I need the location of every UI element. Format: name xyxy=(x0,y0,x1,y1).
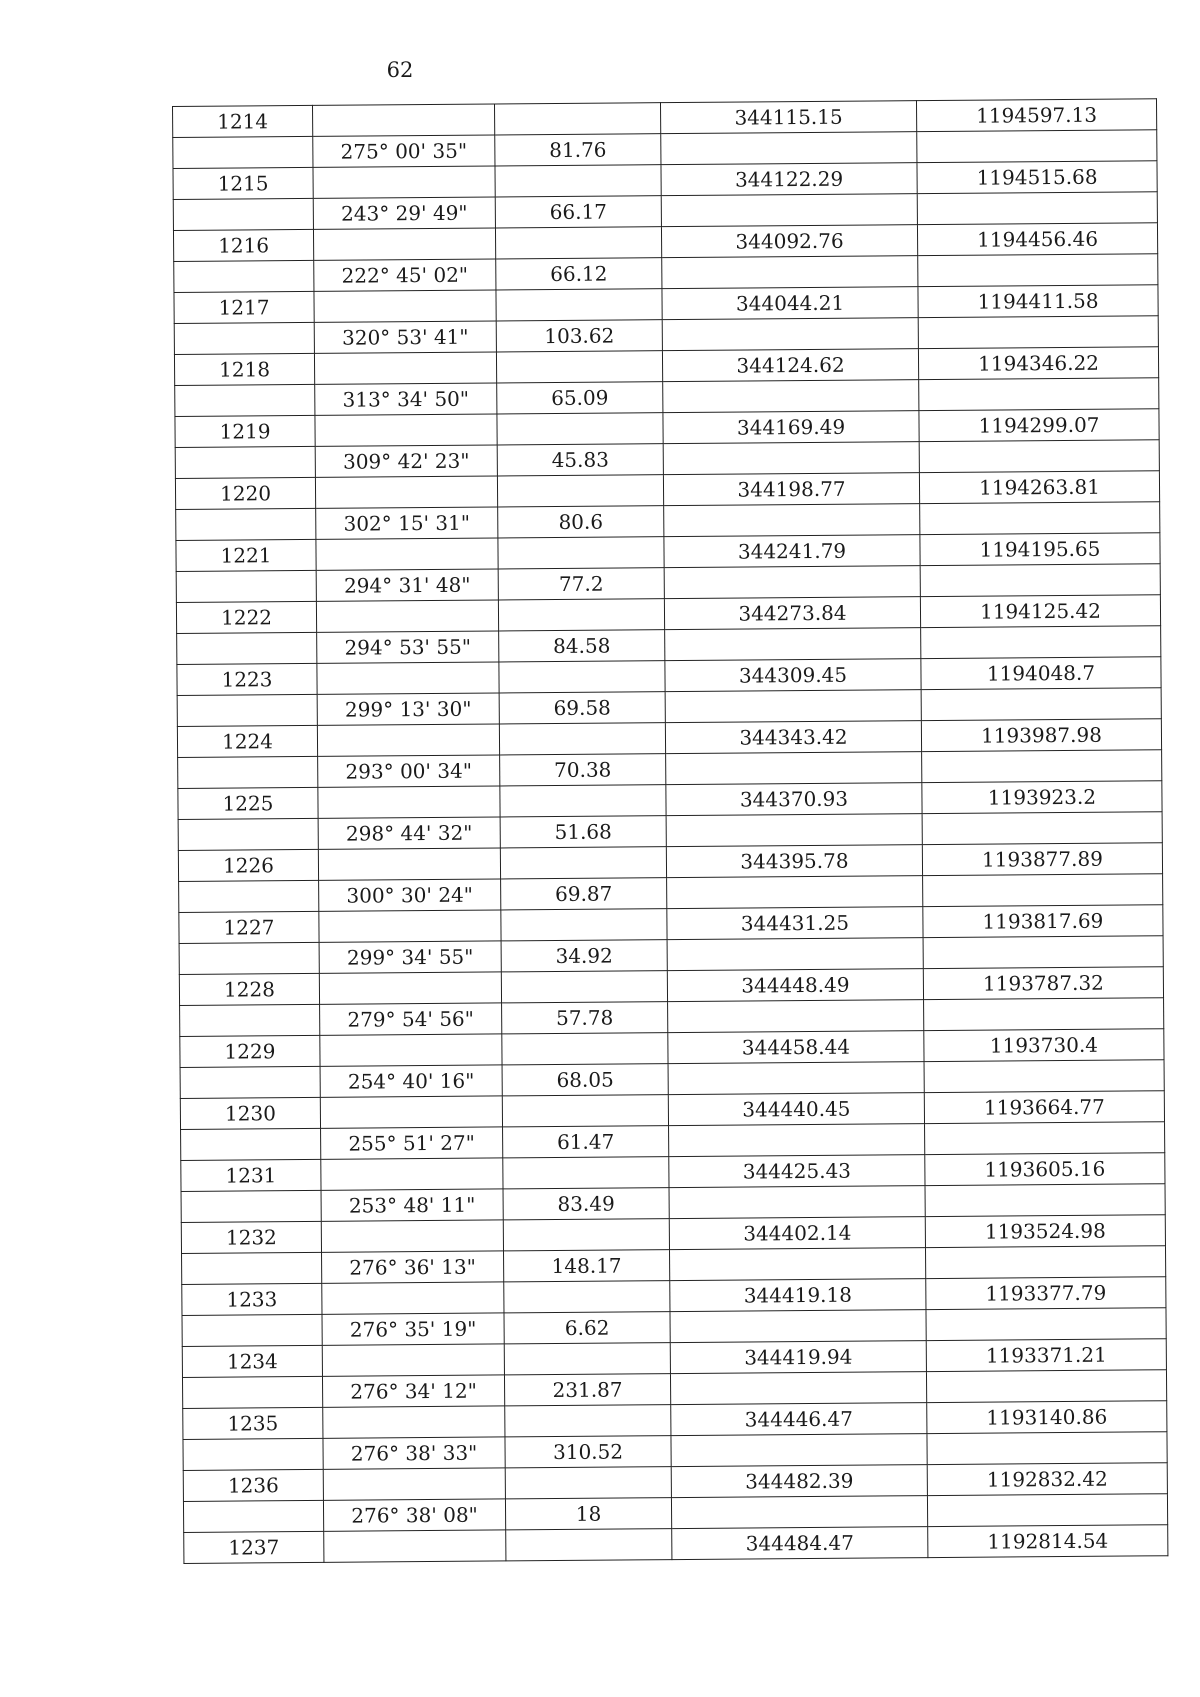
bearing-cell-empty xyxy=(321,1220,503,1252)
bearing-value: 254° 40' 16" xyxy=(320,1065,502,1097)
northing-cell-empty xyxy=(669,1124,925,1157)
station-id: 1229 xyxy=(180,1035,320,1067)
easting-value: 1193524.98 xyxy=(925,1215,1165,1248)
distance-cell-empty xyxy=(494,103,660,135)
distance-cell-empty xyxy=(502,1095,668,1127)
northing-value: 344425.43 xyxy=(669,1155,925,1188)
distance-cell-empty xyxy=(505,1405,671,1437)
station-id: 1217 xyxy=(174,291,314,323)
station-cell-empty xyxy=(175,446,315,478)
station-cell-empty xyxy=(177,694,317,726)
bearing-value: 276° 38' 33" xyxy=(323,1437,505,1469)
station-cell-empty xyxy=(180,1004,320,1036)
station-cell-empty xyxy=(182,1314,322,1346)
easting-value: 1193140.86 xyxy=(927,1401,1167,1434)
distance-value: 68.05 xyxy=(502,1064,668,1096)
easting-cell-empty xyxy=(923,874,1163,907)
northing-cell-empty xyxy=(665,690,921,723)
easting-cell-empty xyxy=(925,1184,1165,1217)
distance-cell-empty xyxy=(503,1219,669,1251)
northing-value: 344419.94 xyxy=(670,1341,926,1374)
bearing-cell-empty xyxy=(316,600,498,632)
bearing-value: 255° 51' 27" xyxy=(321,1127,503,1159)
easting-cell-empty xyxy=(926,1370,1166,1403)
easting-value: 1192832.42 xyxy=(927,1463,1167,1496)
bearing-cell-empty xyxy=(321,1158,503,1190)
bearing-cell-empty xyxy=(320,1034,502,1066)
northing-value: 344309.45 xyxy=(665,659,921,692)
bearing-cell-empty xyxy=(314,290,496,322)
station-id: 1222 xyxy=(176,601,316,633)
station-cell-empty xyxy=(182,1376,322,1408)
easting-value: 1193605.16 xyxy=(925,1153,1165,1186)
station-id: 1230 xyxy=(180,1097,320,1129)
station-id: 1218 xyxy=(174,353,314,385)
bearing-cell-empty xyxy=(319,972,501,1004)
distance-cell-empty xyxy=(501,909,667,941)
distance-value: 34.92 xyxy=(501,940,667,972)
northing-value: 344122.29 xyxy=(661,163,917,196)
northing-value: 344482.39 xyxy=(671,1465,927,1498)
bearing-cell-empty xyxy=(322,1344,504,1376)
station-cell-empty xyxy=(178,818,318,850)
station-id: 1215 xyxy=(173,167,313,199)
northing-cell-empty xyxy=(668,1000,924,1033)
easting-cell-empty xyxy=(921,688,1161,721)
distance-cell-empty xyxy=(506,1529,672,1561)
northing-value: 344044.21 xyxy=(662,287,918,320)
northing-value: 344395.78 xyxy=(666,845,922,878)
easting-cell-empty xyxy=(920,564,1160,597)
bearing-value: 276° 38' 08" xyxy=(323,1499,505,1531)
bearing-cell-empty xyxy=(318,848,500,880)
distance-value: 57.78 xyxy=(502,1002,668,1034)
distance-value: 70.38 xyxy=(500,754,666,786)
easting-value: 1194195.65 xyxy=(920,533,1160,566)
station-cell-empty xyxy=(179,880,319,912)
bearing-cell-empty xyxy=(316,538,498,570)
bearing-value: 298° 44' 32" xyxy=(318,817,500,849)
bearing-cell-empty xyxy=(315,476,497,508)
northing-cell-empty xyxy=(663,442,919,475)
bearing-value: 299° 13' 30" xyxy=(317,693,499,725)
station-id: 1216 xyxy=(173,229,313,261)
easting-cell-empty xyxy=(919,378,1159,411)
northing-value: 344458.44 xyxy=(668,1031,924,1064)
easting-cell-empty xyxy=(920,502,1160,535)
station-cell-empty xyxy=(179,942,319,974)
station-id: 1237 xyxy=(184,1531,324,1563)
bearing-cell-empty xyxy=(323,1406,505,1438)
easting-value: 1194048.7 xyxy=(921,657,1161,690)
distance-value: 77.2 xyxy=(498,568,664,600)
distance-cell-empty xyxy=(502,1033,668,1065)
bearing-value: 320° 53' 41" xyxy=(314,321,496,353)
bearing-value: 279° 54' 56" xyxy=(320,1003,502,1035)
northing-cell-empty xyxy=(669,1248,925,1281)
station-cell-empty xyxy=(176,570,316,602)
distance-value: 310.52 xyxy=(505,1436,671,1468)
northing-cell-empty xyxy=(667,876,923,909)
easting-cell-empty xyxy=(926,1308,1166,1341)
station-id: 1220 xyxy=(175,477,315,509)
station-id: 1234 xyxy=(182,1345,322,1377)
station-cell-empty xyxy=(181,1128,321,1160)
station-cell-empty xyxy=(178,756,318,788)
traverse-table-body xyxy=(173,99,1168,1564)
bearing-value: 222° 45' 02" xyxy=(314,259,496,291)
distance-value: 103.62 xyxy=(496,320,662,352)
easting-value: 1193817.69 xyxy=(923,905,1163,938)
station-id: 1225 xyxy=(178,787,318,819)
northing-cell-empty xyxy=(662,256,918,289)
northing-value: 344484.47 xyxy=(672,1527,928,1560)
station-id: 1223 xyxy=(177,663,317,695)
easting-cell-empty xyxy=(924,1060,1164,1093)
easting-cell-empty xyxy=(922,812,1162,845)
distance-cell-empty xyxy=(501,971,667,1003)
distance-cell-empty xyxy=(500,785,666,817)
northing-cell-empty xyxy=(664,566,920,599)
page-number xyxy=(0,58,1200,82)
bearing-cell-empty xyxy=(314,352,496,384)
bearing-cell-empty xyxy=(317,724,499,756)
distance-cell-empty xyxy=(497,475,663,507)
station-id: 1228 xyxy=(179,973,319,1005)
distance-cell-empty xyxy=(505,1467,671,1499)
northing-value: 344273.84 xyxy=(664,597,920,630)
distance-value: 66.17 xyxy=(495,196,661,228)
station-id: 1221 xyxy=(176,539,316,571)
northing-value: 344448.49 xyxy=(667,969,923,1002)
distance-cell-empty xyxy=(497,413,663,445)
easting-value: 1193923.2 xyxy=(922,781,1162,814)
distance-cell-empty xyxy=(495,165,661,197)
easting-cell-empty xyxy=(923,936,1163,969)
distance-value: 66.12 xyxy=(496,258,662,290)
bearing-value: 294° 31' 48" xyxy=(316,569,498,601)
distance-cell-empty xyxy=(498,599,664,631)
northing-cell-empty xyxy=(669,1186,925,1219)
easting-value: 1194597.13 xyxy=(916,99,1156,132)
distance-cell-empty xyxy=(504,1343,670,1375)
station-id: 1224 xyxy=(177,725,317,757)
northing-value: 344092.76 xyxy=(661,225,917,258)
northing-value: 344124.62 xyxy=(662,349,918,382)
bearing-value: 276° 34' 12" xyxy=(322,1375,504,1407)
station-id: 1232 xyxy=(181,1221,321,1253)
distance-value: 65.09 xyxy=(497,382,663,414)
northing-cell-empty xyxy=(671,1434,927,1467)
station-cell-empty xyxy=(174,322,314,354)
distance-value: 18 xyxy=(505,1498,671,1530)
distance-value: 61.47 xyxy=(503,1126,669,1158)
easting-cell-empty xyxy=(921,626,1161,659)
station-row xyxy=(184,1525,1168,1564)
easting-cell-empty xyxy=(922,750,1162,783)
bearing-value: 276° 36' 13" xyxy=(322,1251,504,1283)
station-cell-empty xyxy=(182,1252,322,1284)
bearing-value: 275° 00' 35" xyxy=(313,135,495,167)
distance-value: 45.83 xyxy=(497,444,663,476)
bearing-value: 313° 34' 50" xyxy=(315,383,497,415)
easting-cell-empty xyxy=(924,998,1164,1031)
distance-value: 84.58 xyxy=(499,630,665,662)
distance-value: 81.76 xyxy=(495,134,661,166)
northing-cell-empty xyxy=(661,132,917,165)
northing-cell-empty xyxy=(670,1310,926,1343)
distance-value: 148.17 xyxy=(504,1250,670,1282)
easting-value: 1193730.4 xyxy=(924,1029,1164,1062)
station-cell-empty xyxy=(174,260,314,292)
bearing-value: 302° 15' 31" xyxy=(316,507,498,539)
easting-cell-empty xyxy=(917,130,1157,163)
northing-cell-empty xyxy=(661,194,917,227)
easting-value: 1194515.68 xyxy=(917,161,1157,194)
distance-cell-empty xyxy=(499,723,665,755)
easting-value: 1194411.58 xyxy=(918,285,1158,318)
northing-cell-empty xyxy=(670,1372,926,1405)
easting-cell-empty xyxy=(927,1432,1167,1465)
station-id: 1235 xyxy=(183,1407,323,1439)
easting-value: 1193877.89 xyxy=(922,843,1162,876)
station-cell-empty xyxy=(183,1500,323,1532)
bearing-value: 300° 30' 24" xyxy=(319,879,501,911)
page-number-text: 62 xyxy=(386,58,414,82)
distance-cell-empty xyxy=(496,289,662,321)
bearing-cell-empty xyxy=(313,166,495,198)
station-cell-empty xyxy=(177,632,317,664)
station-id: 1236 xyxy=(183,1469,323,1501)
easting-value: 1193377.79 xyxy=(926,1277,1166,1310)
easting-cell-empty xyxy=(927,1494,1167,1527)
distance-cell-empty xyxy=(500,847,666,879)
northing-value: 344431.25 xyxy=(667,907,923,940)
easting-cell-empty xyxy=(918,316,1158,349)
distance-cell-empty xyxy=(504,1281,670,1313)
bearing-cell-empty xyxy=(313,228,495,260)
northing-value: 344115.15 xyxy=(660,101,916,134)
station-cell-empty xyxy=(176,508,316,540)
northing-value: 344446.47 xyxy=(671,1403,927,1436)
easting-cell-empty xyxy=(918,254,1158,287)
bearing-cell-empty xyxy=(323,1468,505,1500)
distance-value: 51.68 xyxy=(500,816,666,848)
easting-value: 1193371.21 xyxy=(926,1339,1166,1372)
distance-cell-empty xyxy=(498,537,664,569)
bearing-value: 253° 48' 11" xyxy=(321,1189,503,1221)
northing-cell-empty xyxy=(666,752,922,785)
bearing-value: 294° 53' 55" xyxy=(317,631,499,663)
bearing-value: 293° 00' 34" xyxy=(318,755,500,787)
distance-value: 231.87 xyxy=(504,1374,670,1406)
bearing-cell-empty xyxy=(312,104,494,136)
bearing-cell-empty xyxy=(320,1096,502,1128)
distance-value: 83.49 xyxy=(503,1188,669,1220)
northing-cell-empty xyxy=(667,938,923,971)
easting-value: 1194456.46 xyxy=(917,223,1157,256)
distance-cell-empty xyxy=(499,661,665,693)
bearing-value: 299° 34' 55" xyxy=(319,941,501,973)
easting-value: 1192814.54 xyxy=(928,1525,1168,1558)
survey-coordinates-table xyxy=(172,98,1167,1564)
bearing-cell-empty xyxy=(315,414,497,446)
station-id: 1226 xyxy=(178,849,318,881)
station-id: 1227 xyxy=(179,911,319,943)
bearing-cell-empty xyxy=(317,662,499,694)
easting-value: 1194125.42 xyxy=(920,595,1160,628)
bearing-value: 276° 35' 19" xyxy=(322,1313,504,1345)
northing-value: 344440.45 xyxy=(668,1093,924,1126)
easting-value: 1193987.98 xyxy=(921,719,1161,752)
easting-value: 1193787.32 xyxy=(923,967,1163,1000)
northing-value: 344343.42 xyxy=(665,721,921,754)
northing-value: 344402.14 xyxy=(669,1217,925,1250)
bearing-cell-empty xyxy=(322,1282,504,1314)
easting-cell-empty xyxy=(917,192,1157,225)
bearing-value: 243° 29' 49" xyxy=(313,197,495,229)
bearing-value: 309° 42' 23" xyxy=(315,445,497,477)
northing-cell-empty xyxy=(662,318,918,351)
station-cell-empty xyxy=(173,198,313,230)
distance-cell-empty xyxy=(503,1157,669,1189)
traverse-table xyxy=(172,98,1168,1564)
easting-cell-empty xyxy=(925,1122,1165,1155)
northing-cell-empty xyxy=(671,1496,927,1529)
bearing-cell-empty xyxy=(319,910,501,942)
northing-value: 344169.49 xyxy=(663,411,919,444)
distance-value: 80.6 xyxy=(498,506,664,538)
northing-value: 344198.77 xyxy=(663,473,919,506)
northing-value: 344241.79 xyxy=(664,535,920,568)
distance-cell-empty xyxy=(495,227,661,259)
easting-value: 1194263.81 xyxy=(919,471,1159,504)
northing-cell-empty xyxy=(664,504,920,537)
easting-value: 1194299.07 xyxy=(919,409,1159,442)
station-cell-empty xyxy=(180,1066,320,1098)
station-cell-empty xyxy=(181,1190,321,1222)
bearing-cell-empty xyxy=(318,786,500,818)
distance-value: 6.62 xyxy=(504,1312,670,1344)
easting-value: 1193664.77 xyxy=(924,1091,1164,1124)
northing-cell-empty xyxy=(663,380,919,413)
distance-value: 69.58 xyxy=(499,692,665,724)
northing-value: 344419.18 xyxy=(670,1279,926,1312)
station-cell-empty xyxy=(183,1438,323,1470)
northing-value: 344370.93 xyxy=(666,783,922,816)
station-id: 1214 xyxy=(173,105,313,137)
bearing-cell-empty xyxy=(324,1530,506,1562)
distance-cell-empty xyxy=(496,351,662,383)
easting-cell-empty xyxy=(925,1246,1165,1279)
station-cell-empty xyxy=(175,384,315,416)
station-id: 1219 xyxy=(175,415,315,447)
easting-value: 1194346.22 xyxy=(918,347,1158,380)
distance-value: 69.87 xyxy=(501,878,667,910)
northing-cell-empty xyxy=(668,1062,924,1095)
station-cell-empty xyxy=(173,136,313,168)
station-id: 1233 xyxy=(182,1283,322,1315)
northing-cell-empty xyxy=(666,814,922,847)
easting-cell-empty xyxy=(919,440,1159,473)
northing-cell-empty xyxy=(665,628,921,661)
station-id: 1231 xyxy=(181,1159,321,1191)
